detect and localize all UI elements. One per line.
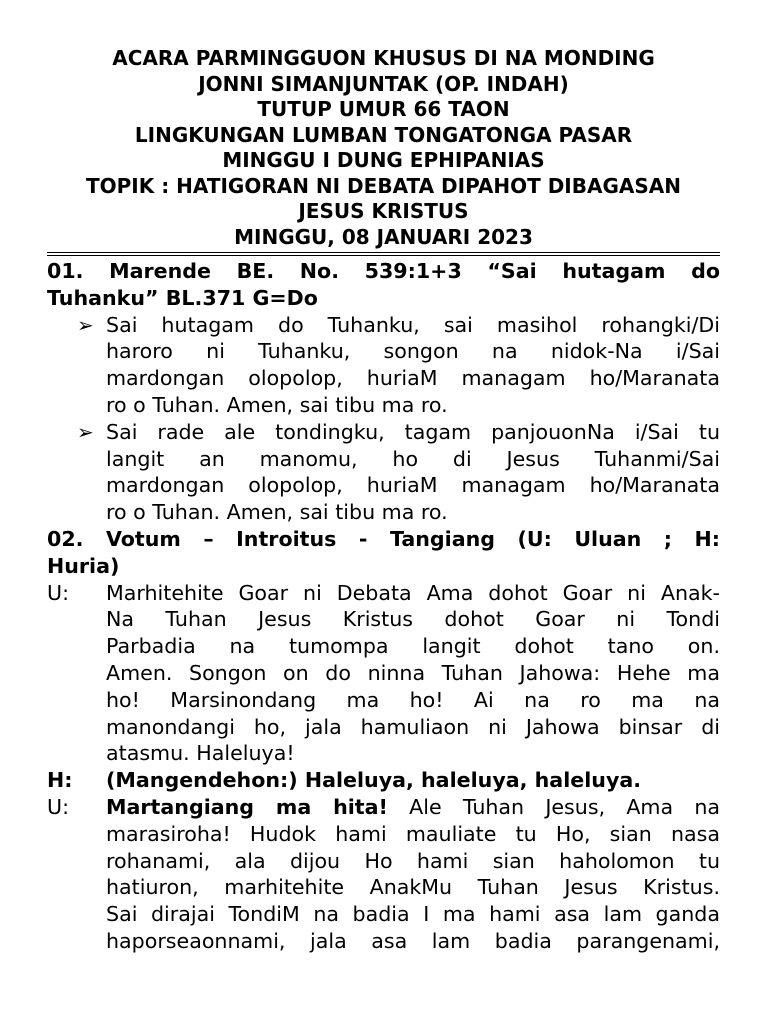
heading-line: Tuhanku” BL.371 G=Do xyxy=(47,285,318,310)
speaker-label: H: xyxy=(47,768,73,793)
title-line: MINGGU I DUNG EPHIPANIAS xyxy=(222,148,545,172)
document-body xyxy=(47,258,720,955)
title-line: JONNI SIMANJUNTAK (OP. INDAH) xyxy=(198,71,569,96)
liturgy-line: Na Tuhan Jesus Kristus dohot Goar ni Tondi xyxy=(106,607,720,632)
liturgy-line: (Mangendehon:) Haleluya, haleluya, haleluya. xyxy=(106,768,642,793)
heading-line: 02. Votum – Introitus - Tangiang (U: Uluan ; H: xyxy=(47,526,720,551)
document-page xyxy=(47,46,720,955)
liturgy-line xyxy=(106,794,720,821)
liturgy-line: rohanami, ala dijou Ho hami sian haholomon tu xyxy=(106,848,720,873)
liturgy-line: Parbadia na tumompa langit dohot tano on. xyxy=(106,634,720,659)
liturgy-line: haporseaonnami, jala asa lam badia parangenami, xyxy=(106,928,720,953)
title-line: ACARA PARMINGGUON KHUSUS DI NA MONDING xyxy=(112,46,655,70)
verse-line: mardongan olopolop, huriaM managam ho/Maranata xyxy=(106,366,720,391)
verse-line: Sai hutagam do Tuhanku, sai masihol rohangki/Di xyxy=(106,312,720,337)
liturgy-line: marasiroha! Hudok hami mauliate tu Ho, sian nasa xyxy=(106,821,720,846)
arrow-bullet-icon: ➢ xyxy=(77,419,94,444)
prayer-call: Martangiang ma hita! xyxy=(106,794,388,819)
liturgy-prayer-part xyxy=(47,794,720,955)
section-heading-hymn xyxy=(47,258,720,312)
verse-line: mardongan olopolop, huriaM managam ho/Maranata xyxy=(106,473,720,498)
double-rule-bottom xyxy=(47,255,720,256)
liturgy-line: Marhitehite Goar ni Debata Ama dohot Goar ni Anak- xyxy=(106,580,720,605)
heading-line: Huria) xyxy=(47,553,120,578)
title-line: LINGKUNGAN LUMBAN TONGATONGA PASAR xyxy=(134,122,633,147)
liturgy-line: ho! Marsinondang ma ho! Ai na ro ma na xyxy=(106,687,720,712)
document-title xyxy=(47,46,720,250)
verse-line: Sai rade ale tondingku, tagam panjouonNa i/Sai tu xyxy=(106,419,720,444)
hymn-verse xyxy=(47,419,720,526)
verse-line: ro o Tuhan. Amen, sai tibu ma ro. xyxy=(106,500,448,525)
verse-line: langit an manomu, ho di Jesus Tuhanmi/Sai xyxy=(106,446,720,471)
verse-line: haroro ni Tuhanku, songon na nidok-Na i/Sai xyxy=(106,339,720,364)
liturgy-line: manondangi ho, jala hamuliaon ni Jahowa binsar di xyxy=(106,714,720,739)
liturgy-line: hatiuron, marhitehite AnakMu Tuhan Jesus Kristus. xyxy=(106,875,720,900)
section-heading-votum xyxy=(47,526,720,580)
heading-line: 01. Marende BE. No. 539:1+3 “Sai hutagam do xyxy=(47,259,720,283)
title-line: TOPIK : HATIGORAN NI DEBATA DIPAHOT DIBAGASAN xyxy=(86,173,681,198)
verse-line: ro o Tuhan. Amen, sai tibu ma ro. xyxy=(106,392,448,417)
title-line: MINGGU, 08 JANUARI 2023 xyxy=(234,224,533,249)
title-line: TUTUP UMUR 66 TAON xyxy=(257,97,510,121)
liturgy-line: atasmu. Haleluya! xyxy=(106,741,295,766)
liturgy-line: Amen. Songon on do ninna Tuhan Jahowa: Hehe ma xyxy=(106,660,720,685)
prayer-text: Ale Tuhan Jesus, Ama na xyxy=(387,794,720,819)
hymn-verse xyxy=(47,312,720,419)
speaker-label: U: xyxy=(47,580,70,605)
double-rule-top xyxy=(47,252,720,253)
arrow-bullet-icon: ➢ xyxy=(77,312,94,337)
liturgy-congregation-part xyxy=(47,767,720,794)
liturgy-leader-part xyxy=(47,580,720,768)
speaker-label: U: xyxy=(47,794,70,819)
liturgy-line: Sai dirajai TondiM na badia I ma hami asa lam ganda xyxy=(106,902,720,927)
title-line: JESUS KRISTUS xyxy=(298,199,469,223)
